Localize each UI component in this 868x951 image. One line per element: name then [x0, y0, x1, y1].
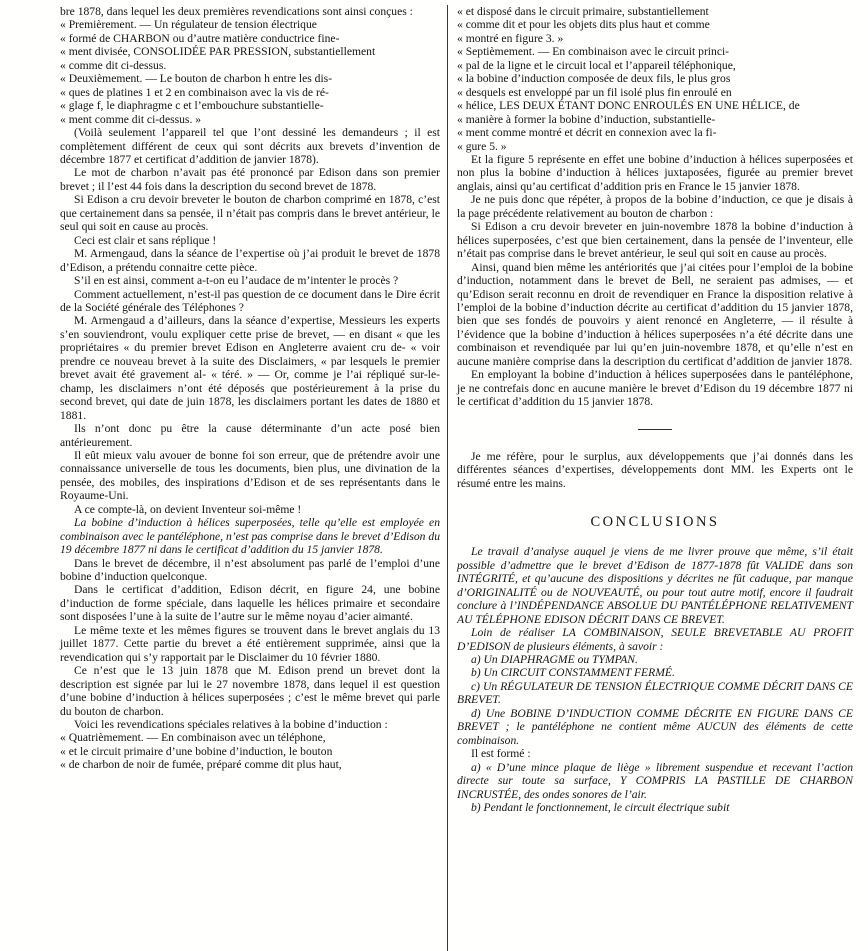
paragraph: Le travail d’analyse auquel je viens de me livrer prouve que même, s’il était possible d’admettre que le brevet d’Edison de 1877-1878 fût VALIDE dans son INTÉGRITÉ, et qu’aucune des dispositions y décrites ne fût caduque, par manque d’ORIGINALITÉ ou de NOUVEAUTÉ, ou pour tout autre motif, encore il faudrait conclure à l’INDÉPENDANCE ABSOLUE DU PANTÉLÉPHONE RELATIVEMENT AU TÉLÉPHONE EDISON DÉCRIT DANS CE BREVET. — [457, 545, 853, 626]
paragraph: a) Un DIAPHRAGME ou TYMPAN. — [471, 653, 638, 667]
quote-line: « ment comme dit ci-dessus. » — [60, 112, 202, 126]
quote-line: « pal de la ligne et le circuit local et l’appareil téléphonique, — [457, 58, 736, 72]
paragraph: Si Edison a cru devoir breveter le bouton de charbon comprimé en 1878, c’est que certainement dans sa pensée, il n’était pas compris dans le brevet antérieur, le seul qui soit en cause au procès. — [60, 193, 440, 234]
quote-line: « comme dit ci-dessus. — [60, 58, 167, 72]
paragraph: bre 1878, dans lequel les deux premières revendications sont ainsi conçues : — [60, 5, 413, 18]
quote-line: « gure 5. » — [457, 139, 507, 153]
paragraph: La bobine d’induction à hélices superposées, telle qu’elle est employée en combinaison avec le pantéléphone, n’est pas comprise dans le brevet d’Edison du 19 décembre 1877 ni dans le certificat d’addition du 15 janvier 1878. — [60, 516, 440, 557]
quoted-claim-block — [60, 18, 440, 126]
quote-line: « manière à former la bobine d’induction, substantielle- — [457, 112, 716, 126]
quote-line: « ment comme montré et décrit en connexion avec la fi- — [457, 126, 717, 140]
quote-line: « et le circuit primaire d’une bobine d’induction, le bouton — [60, 744, 333, 758]
quote-line: « ques de platines 1 et 2 en combinaison avec la vis de ré- — [60, 85, 329, 99]
quote-line: « hélice, LES DEUX ÉTANT DONC ENROULÉS EN UNE HÉLICE, de — [457, 99, 800, 113]
quote-line: « comme dit et pour les objets dits plus haut et comme — [457, 18, 710, 32]
paragraph: Et la figure 5 représente en effet une bobine d’induction à hélices superposées et non plus la bobine d’induction à hélices juxtaposées, figurée au premier brevet anglais, ainsi qu’au certificat d’addition pris en France le 15 janvier 1878. — [457, 152, 853, 193]
left-column — [60, 5, 446, 951]
section-divider-rule — [638, 429, 672, 430]
paragraph: d) Une BOBINE D’INDUCTION COMME DÉCRITE EN FIGURE DANS CE BREVET ; le pantéléphone ne contient même AUCUN des éléments de cette combinaison. — [457, 706, 853, 747]
paragraph: En employant la bobine d’induction à hélices superposées dans le pantéléphone, je ne contrefais donc en aucune manière le brevet d’Edison du 19 décembre 1877 ni le certificat d’addition du 15 janvier 1878. — [457, 368, 853, 409]
quote-line: « montré en figure 3. » — [457, 31, 564, 45]
paragraph: Le même texte et les mêmes figures se trouvent dans le brevet anglais du 13 juillet 1877. Cette partie du brevet a été entièrement supprimée, ainsi que la revendication qui s’y rapportait par le Disclaimer du 10 février 1880. — [60, 623, 440, 664]
quoted-claim-block — [457, 5, 853, 153]
paragraph: M. Armengaud a d’ailleurs, dans la séance d’expertise, Messieurs les experts s’en souviendront, voulu expliquer cette prise de brevet, — en disant « que les propriétaires « du premier brevet Edison en Angleterre avaient cru de- « voir prendre ce nouveau brevet à la suite des Disclaimers, « par lesquels le premier brevet avait été gravement al- « téré. » — Or, comme je l’ai répliqué sur-le-champ, les disclaimers n’ont été déposés que postérieurement à la prise du second brevet, qui date de juin 1878, les disclaimers portant les dates de 1880 et 1881. — [60, 314, 440, 422]
paragraph: Il est formé : — [471, 747, 531, 761]
quoted-claim-block — [60, 731, 440, 771]
quote-line: « Quatrièmement. — En combinaison avec un téléphone, — [60, 731, 326, 745]
paragraph: Ils n’ont donc pu être la cause déterminante d’un acte posé bien antérieurement. — [60, 422, 440, 449]
quote-line: « la bobine d’induction composée de deux fils, le plus gros — [457, 72, 731, 86]
conclusions-heading: CONCLUSIONS — [590, 513, 720, 530]
quote-line: « glage f, le diaphragme c et l’embouchure substantielle- — [60, 99, 324, 113]
quote-line: « Septièmement. — En combinaison avec le circuit princi- — [457, 45, 730, 59]
paragraph: Ainsi, quand bien même les antériorités que j’ai citées pour l’emploi de la bobine d’induction, notamment dans le brevet de Bell, ne seraient pas admises, — et qu’Edison serait reconnu en droit de revendiquer en France la disposition relative à l’emploi de la bobine d’induction décrite au certificat d’addition du 15 janvier 1878, bien que ses fondés de pouvoirs y aient renoncé en Angleterre, — il résulte à l’évidence que la bobine d’induction à hélices superposées n’a été décrite dans une combinaison et revendiquée par lui qu’en juin-novembre 1878, et qu’elle n’est en aucune manière comprise dans la description du certificat d’addition de janvier 1878. — [457, 260, 853, 368]
paragraph: Ce n’est que le 13 juin 1878 que M. Edison prend un brevet dont la description est signée par lui le 27 novembre 1878, dans lequel il est question d’une bobine d’induction à hélices superposées ; c’est le même brevet qui parle du bouton de charbon. — [60, 664, 440, 718]
paragraph: Loin de réaliser LA COMBINAISON, SEULE BREVETABLE AU PROFIT D’EDISON de plusieurs éléments, à savoir : — [457, 626, 853, 653]
quote-line: « de charbon de noir de fumée, préparé comme dit plus haut, — [60, 758, 342, 772]
paragraph: Voici les revendications spéciales relatives à la bobine d’induction : — [74, 718, 388, 732]
quote-line: « Deuxièmement. — Le bouton de charbon h entre les dis- — [60, 72, 333, 86]
paragraph: (Voilà seulement l’appareil tel que l’ont dessiné les demandeurs ; il est complètement différent de ceux qui sont décrits aux brevets d’invention de décembre 1877 et certificat d’addition de janvier 1878). — [60, 126, 440, 166]
paragraph: a) « D’une mince plaque de liège » librement suspendue et recevant l’action directe sur toute sa surface, Y COMPRIS LA PASTILLE DE CHARBON INCRUSTÉE, des ondes sonores de l’air. — [457, 760, 853, 801]
quote-line: « et disposé dans le circuit primaire, substantiellement — [457, 5, 709, 18]
paragraph: Ceci est clair et sans réplique ! — [74, 233, 217, 247]
paragraph: b) Un CIRCUIT CONSTAMMENT FERMÉ. — [471, 666, 675, 680]
quote-line: « formé de CHARBON ou d’autre matière conductrice fine- — [60, 31, 340, 45]
right-column — [449, 5, 853, 951]
quote-line: « Premièrement. — Un régulateur de tension électrique — [60, 18, 317, 32]
paragraph: Comment actuellement, n’est-il pas question de ce document dans le Dire écrit de la Société générale des Téléphones ? — [60, 287, 440, 314]
paragraph: Si Edison a cru devoir breveter en juin-novembre 1878 la bobine d’induction à hélices superposées, c’est que bien certainement, dans la pensée de l’inventeur, elle n’était pas comprise dans le brevet antérieur, le seul qui soit en cause au procès. — [457, 220, 853, 261]
paragraph: Dans le certificat d’addition, Edison décrit, en figure 24, une bobine d’induction de forme spéciale, dans laquelle les hélices primaire et secondaire sont disposées l’une à la suite de l’autre sur le même noyau d’acier aimanté. — [60, 583, 440, 624]
paragraph: M. Armengaud, dans la séance de l’expertise où j’ai produit le brevet de 1878 d’Edison, a prétendu connaitre cette pièce. — [60, 247, 440, 274]
paragraph: Il eût mieux valu avouer de bonne foi son erreur, que de prétendre avoir une connaissance universelle de tous les documents, bien plus, une divination de la pensée, des mobiles, des inspirations d’Edison et de ses représentants dans le Royaume-Uni. — [60, 448, 440, 503]
paragraph: S’il en est ainsi, comment a-t-on eu l’audace de m’intenter le procès ? — [74, 274, 399, 288]
quote-line: « desquels est enveloppé par un fil isolé plus fin enroulé en — [457, 85, 732, 99]
quote-line: « ment divisée, CONSOLIDÉE PAR PRESSION, substantiellement — [60, 45, 376, 59]
paragraph: Le mot de charbon n’avait pas été prononcé par Edison dans son premier brevet ; il l’est 44 fois dans la description du second brevet de 1878. — [60, 166, 440, 193]
paragraph: Je me réfère, pour le surplus, aux développements que j’ai donnés dans les différentes séances d’expertises, développements dont MM. les Experts ont le résumé entre les mains. — [457, 449, 853, 490]
paragraph: Dans le brevet de décembre, il n’est absolument pas parlé de l’emploi d’une bobine d’induction quelconque. — [60, 556, 440, 584]
column-divider-rule — [447, 5, 448, 951]
paragraph: Je ne puis donc que répéter, à propos de la bobine d’induction, ce que je disais à la page précédente relativement au bouton de charbon : — [457, 193, 853, 220]
paragraph: c) Un RÉGULATEUR DE TENSION ÉLECTRIQUE COMME DÉCRIT DANS CE BREVET. — [457, 679, 853, 707]
paragraph: b) Pendant le fonctionnement, le circuit électrique subit — [471, 801, 730, 815]
paragraph: A ce compte-là, on devient Inventeur soi-même ! — [74, 502, 302, 516]
